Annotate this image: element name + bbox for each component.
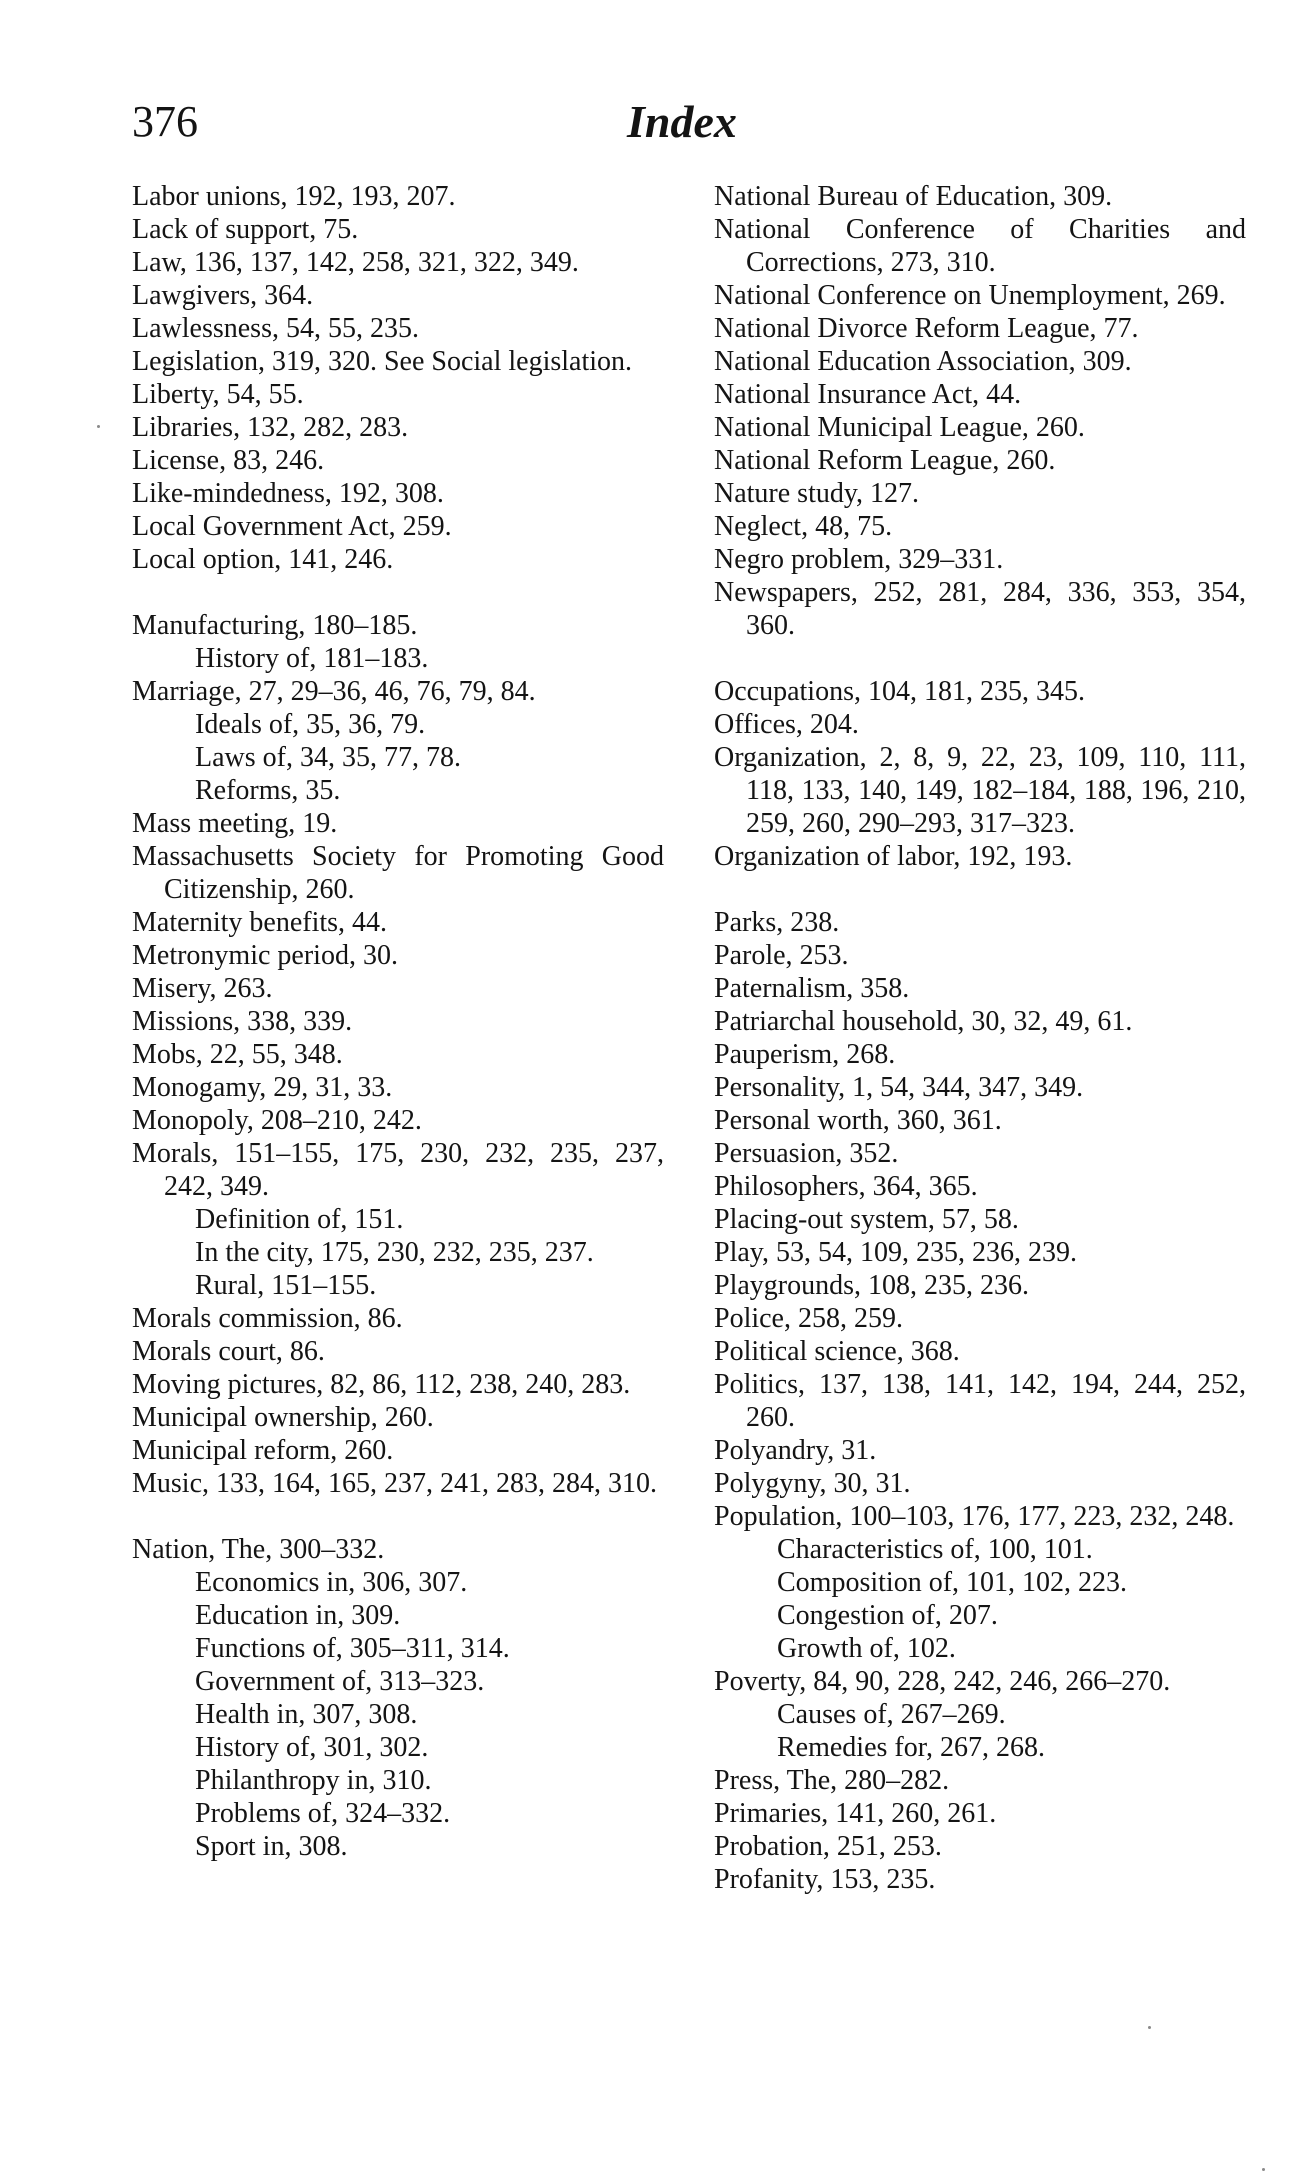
index-entry: National Reform League, 260. — [714, 445, 1056, 476]
index-entry: National Bureau of Education, 309. — [714, 181, 1113, 212]
index-entry: Polygyny, 30, 31. — [714, 1468, 911, 1499]
index-entry: National Conference of Charities and Corrections, 273, 310. — [714, 214, 1246, 278]
index-entry: Law, 136, 137, 142, 258, 321, 322, 349. — [132, 247, 579, 278]
index-entry: Massachusetts Society for Promoting Good Citizenship, 260. — [132, 841, 664, 905]
index-entry: Philosophers, 364, 365. — [714, 1171, 978, 1202]
index-entry: Politics, 137, 138, 141, 142, 194, 244, 252, 260. — [714, 1369, 1246, 1433]
index-subentry: Composition of, 101, 102, 223. — [777, 1567, 1128, 1598]
page-header — [132, 92, 1162, 162]
index-subentry: Remedies for, 267, 268. — [777, 1732, 1045, 1763]
index-subentry: Problems of, 324–332. — [195, 1798, 451, 1829]
index-column-left — [132, 180, 664, 1863]
index-entry: National Conference on Unemployment, 269. — [714, 280, 1226, 311]
index-subentry: Reforms, 35. — [195, 775, 341, 806]
index-entry: Polyandry, 31. — [714, 1435, 877, 1466]
index-entry: Marriage, 27, 29–36, 46, 76, 79, 84. — [132, 676, 536, 707]
index-subentry: Functions of, 305–311, 314. — [195, 1633, 510, 1664]
index-entry: Municipal reform, 260. — [132, 1435, 394, 1466]
index-entry: Political science, 368. — [714, 1336, 960, 1367]
index-entry: National Municipal League, 260. — [714, 412, 1085, 443]
index-entry: Mass meeting, 19. — [132, 808, 338, 839]
index-subentry: Economics in, 306, 307. — [195, 1567, 468, 1598]
index-entry: Profanity, 153, 235. — [714, 1864, 936, 1895]
index-entry: Occupations, 104, 181, 235, 345. — [714, 676, 1085, 707]
index-entry: Mobs, 22, 55, 348. — [132, 1039, 343, 1070]
index-entry: National Insurance Act, 44. — [714, 379, 1022, 410]
index-entry: Music, 133, 164, 165, 237, 241, 283, 284, 310. — [132, 1468, 657, 1499]
index-entry: Liberty, 54, 55. — [132, 379, 304, 410]
index-entry: Police, 258, 259. — [714, 1303, 903, 1334]
index-entry: Missions, 338, 339. — [132, 1006, 353, 1037]
index-entry: Like-mindedness, 192, 308. — [132, 478, 444, 509]
index-entry: Pauperism, 268. — [714, 1039, 896, 1070]
index-entry: Parks, 238. — [714, 907, 840, 938]
index-entry: Press, The, 280–282. — [714, 1765, 950, 1796]
index-subentry: Education in, 309. — [195, 1600, 401, 1631]
index-subentry: Causes of, 267–269. — [777, 1699, 1006, 1730]
index-subentry: Rural, 151–155. — [195, 1270, 377, 1301]
index-entry: Parole, 253. — [714, 940, 849, 971]
index-entry: Monopoly, 208–210, 242. — [132, 1105, 422, 1136]
index-entry: Maternity benefits, 44. — [132, 907, 388, 938]
index-entry: Offices, 204. — [714, 709, 859, 740]
index-entry: Poverty, 84, 90, 228, 242, 246, 266–270. — [714, 1666, 1171, 1697]
index-subentry: History of, 181–183. — [195, 643, 429, 674]
index-entry: Neglect, 48, 75. — [714, 511, 893, 542]
index-subentry: Government of, 313–323. — [195, 1666, 485, 1697]
index-entry: Libraries, 132, 282, 283. — [132, 412, 409, 443]
index-subentry: In the city, 175, 230, 232, 235, 237. — [195, 1237, 594, 1268]
index-subentry: Ideals of, 35, 36, 79. — [195, 709, 426, 740]
page-number: 376 — [132, 97, 198, 146]
index-entry: Labor unions, 192, 193, 207. — [132, 181, 456, 212]
index-entry: Municipal ownership, 260. — [132, 1402, 434, 1433]
index-entry: National Divorce Reform League, 77. — [714, 313, 1139, 344]
index-entry: Population, 100–103, 176, 177, 223, 232, 248. — [714, 1501, 1235, 1532]
index-entry: Misery, 263. — [132, 973, 273, 1004]
scan-speck — [1262, 2168, 1265, 2171]
index-entry: License, 83, 246. — [132, 445, 325, 476]
index-entry: Monogamy, 29, 31, 33. — [132, 1072, 393, 1103]
index-entry: Legislation, 319, 320. See Social legislation. — [132, 346, 633, 377]
scan-speck — [1148, 2026, 1151, 2029]
index-subentry: Laws of, 34, 35, 77, 78. — [195, 742, 461, 773]
index-entry: Morals, 151–155, 175, 230, 232, 235, 237, 242, 349. — [132, 1138, 664, 1202]
index-entry: Manufacturing, 180–185. — [132, 610, 418, 641]
index-entry: Metronymic period, 30. — [132, 940, 398, 971]
index-entry: Local Government Act, 259. — [132, 511, 452, 542]
index-entry: Nation, The, 300–332. — [132, 1534, 385, 1565]
index-subentry: History of, 301, 302. — [195, 1732, 429, 1763]
index-entry: Organization, 2, 8, 9, 22, 23, 109, 110, 111, 118, 133, 140, 149, 182–184, 188, 196, 210, 259, 260, 290–293, 317–323. — [714, 742, 1246, 839]
index-entry: Organization of labor, 192, 193. — [714, 841, 1073, 872]
index-entry: Nature study, 127. — [714, 478, 920, 509]
index-subentry: Health in, 307, 308. — [195, 1699, 418, 1730]
index-entry: National Education Association, 309. — [714, 346, 1132, 377]
scan-speck — [97, 425, 100, 428]
index-entry: Lack of support, 75. — [132, 214, 359, 245]
index-entry: Primaries, 141, 260, 261. — [714, 1798, 997, 1829]
index-column-right — [714, 180, 1246, 1896]
index-entry: Morals court, 86. — [132, 1336, 325, 1367]
index-entry: Playgrounds, 108, 235, 236. — [714, 1270, 1029, 1301]
index-entry: Play, 53, 54, 109, 235, 236, 239. — [714, 1237, 1077, 1268]
index-subentry: Growth of, 102. — [777, 1633, 956, 1664]
index-entry: Placing-out system, 57, 58. — [714, 1204, 1019, 1235]
index-entry: Paternalism, 358. — [714, 973, 910, 1004]
running-head: Index — [627, 96, 737, 147]
index-entry: Lawlessness, 54, 55, 235. — [132, 313, 419, 344]
index-entry: Personal worth, 360, 361. — [714, 1105, 1002, 1136]
index-entry: Persuasion, 352. — [714, 1138, 899, 1169]
index-entry: Local option, 141, 246. — [132, 544, 394, 575]
index-entry: Probation, 251, 253. — [714, 1831, 942, 1862]
index-entry: Morals commission, 86. — [132, 1303, 403, 1334]
index-subentry: Sport in, 308. — [195, 1831, 348, 1862]
index-entry: Newspapers, 252, 281, 284, 336, 353, 354, 360. — [714, 577, 1246, 641]
index-entry: Patriarchal household, 30, 32, 49, 61. — [714, 1006, 1133, 1037]
index-subentry: Characteristics of, 100, 101. — [777, 1534, 1093, 1565]
index-entry: Moving pictures, 82, 86, 112, 238, 240, 283. — [132, 1369, 631, 1400]
index-entry: Negro problem, 329–331. — [714, 544, 1004, 575]
index-subentry: Philanthropy in, 310. — [195, 1765, 432, 1796]
index-entry: Personality, 1, 54, 344, 347, 349. — [714, 1072, 1084, 1103]
index-entry: Lawgivers, 364. — [132, 280, 314, 311]
index-subentry: Congestion of, 207. — [777, 1600, 998, 1631]
index-subentry: Definition of, 151. — [195, 1204, 404, 1235]
